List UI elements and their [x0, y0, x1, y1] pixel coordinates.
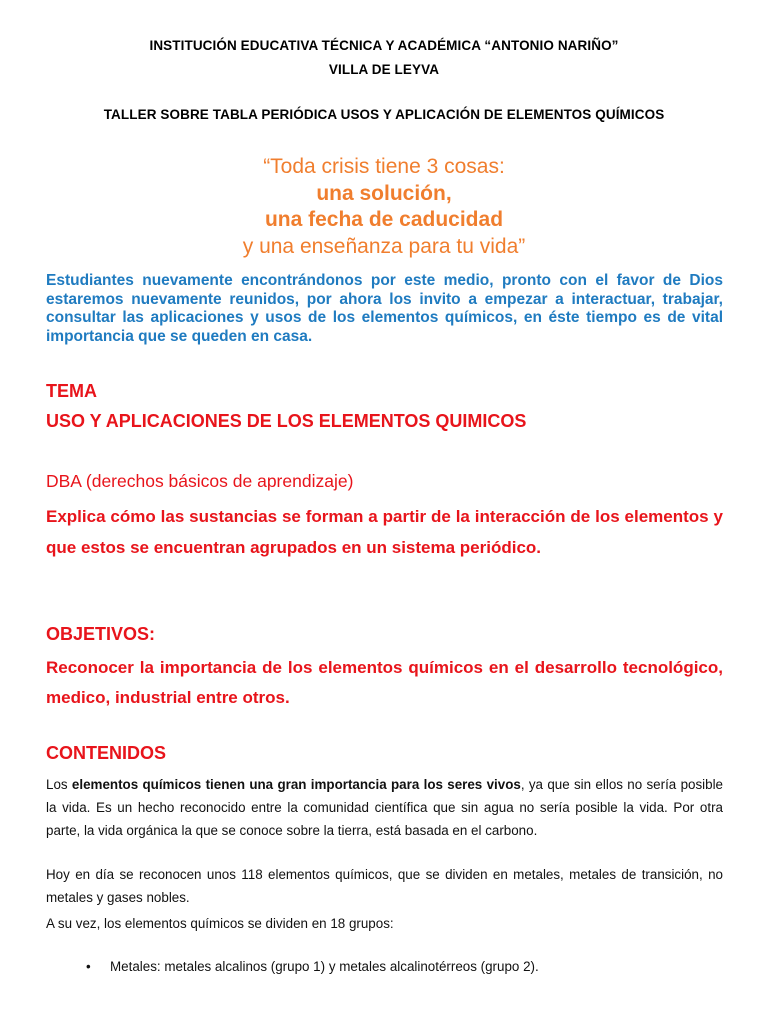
p1-bold: elementos químicos tienen una gran importancia para los seres vivos — [71, 777, 521, 792]
intro-paragraph: Estudiantes nuevamente encontrándonos por este medio, pronto con el favor de Dios estaremos nuevamente reunidos, por ahora los invito a empezar a interactuar, trabajar, consultar las aplicaciones y usos de los elementos químicos, en éste tiempo es de vital importancia que se queden en casa. — [46, 272, 723, 346]
p1-start: Los — [46, 777, 72, 792]
contenidos-paragraph-2: Hoy en día se reconocen unos 118 elementos químicos, que se dividen en metales, metales de transición, no metales y gases nobles. — [46, 867, 723, 905]
tema-text: USO Y APLICACIONES DE LOS ELEMENTOS QUIMICOS — [46, 411, 527, 431]
contenidos-paragraph-3: A su vez, los elementos químicos se dividen en 18 grupos: — [46, 916, 394, 931]
objetivos-heading: OBJETIVOS: — [46, 624, 156, 644]
bullet-icon: • — [86, 959, 91, 974]
dba-heading: DBA (derechos básicos de aprendizaje) — [46, 471, 354, 491]
location-title: VILLA DE LEYVA — [328, 62, 440, 77]
contenidos-heading: CONTENIDOS — [46, 743, 167, 763]
list-item-text: Metales: metales alcalinos (grupo 1) y metales alcalinotérreos (grupo 2). — [110, 959, 539, 974]
dba-text: Explica cómo las sustancias se forman a partir de la interacción de los elementos y que estos se encuentran agrupados en un sistema periódico. — [46, 507, 723, 557]
workshop-title: TALLER SOBRE TABLA PERIÓDICA USOS Y APLICACIÓN DE ELEMENTOS QUÍMICOS — [103, 107, 665, 122]
p1-end: , ya que sin ellos no sería posible la vida. Es un hecho reconocido entre la comunidad científica que sin agua no sería posible la vida. Por otra parte, la vida orgánica la que se conoce sobre la tierra, está basada en el carbono. — [46, 777, 724, 838]
quote-line-4: y una enseñanza para tu vida” — [242, 234, 526, 258]
quote-line-2: una solución, — [316, 181, 452, 205]
tema-heading: TEMA — [46, 381, 97, 401]
quote-line-1: “Toda crisis tiene 3 cosas: — [263, 155, 505, 178]
motivational-quote — [0, 154, 768, 260]
institution-title: INSTITUCIÓN EDUCATIVA TÉCNICA Y ACADÉMICA “ANTONIO NARIÑO” — [149, 38, 619, 53]
contenidos-paragraph-1 — [46, 773, 723, 842]
quote-line-3: una fecha de caducidad — [264, 208, 504, 231]
objetivos-text: Reconocer la importancia de los elementos químicos en el desarrollo tecnológico, medico, industrial entre otros. — [46, 658, 723, 707]
